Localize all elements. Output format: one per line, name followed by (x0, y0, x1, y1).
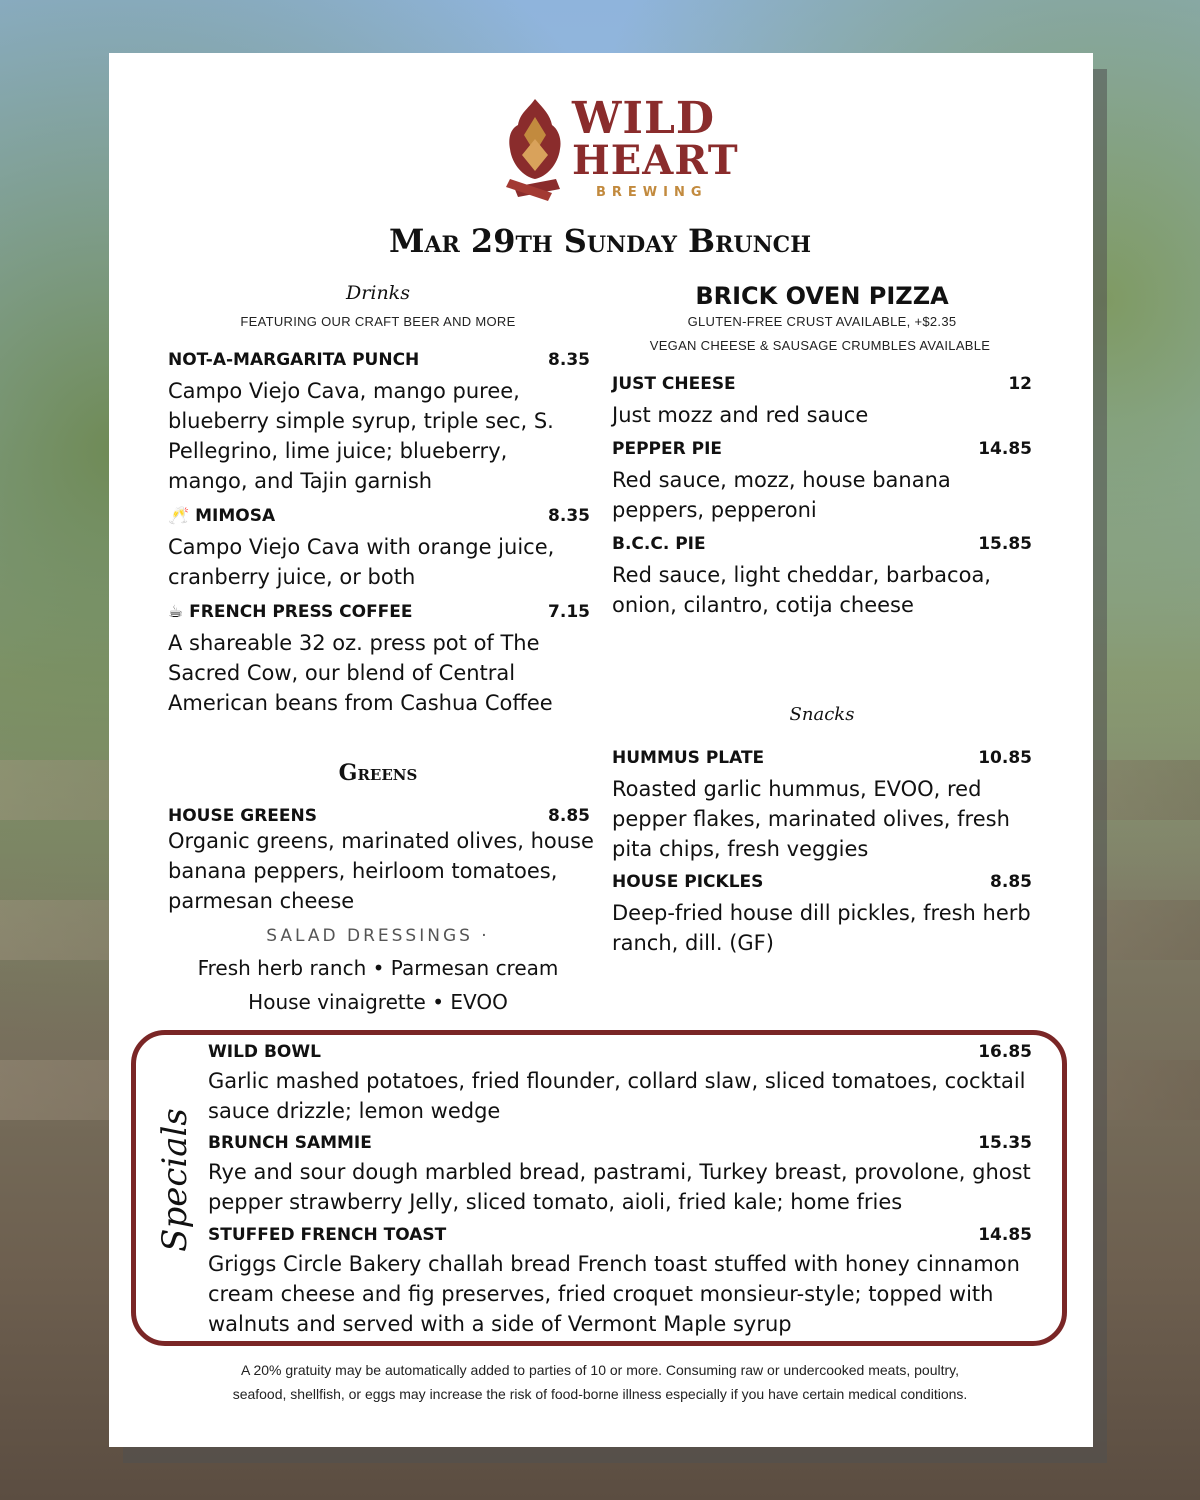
snack-item-name: HOUSE PICKLES (612, 872, 764, 892)
special-item-name: BRUNCH SAMMIE (208, 1133, 372, 1153)
special-item-description: Garlic mashed potatoes, fried flounder, collard slaw, sliced tomatoes, cocktail sauce drizzle; lemon wedge (208, 1069, 1026, 1123)
snack-item-name: HUMMUS PLATE (612, 748, 765, 768)
salad-dressings-line: Fresh herb ranch • Parmesan cream (197, 956, 559, 980)
salad-dressings-title: SALAD DRESSINGS · (266, 926, 490, 946)
snack-item-description: Deep-fried house dill pickles, fresh herb ranch, dill. (GF) (612, 901, 1031, 955)
brand-word-1: WILD (572, 93, 716, 144)
wild-heart-logo (500, 93, 739, 207)
drinks-subheading: FEATURING OUR CRAFT BEER AND MORE (240, 314, 516, 329)
drink-description: Campo Viejo Cava, mango puree, blueberry simple syrup, triple sec, S. Pellegrino, lime juice; blueberry, mango, and Tajin garnish (168, 379, 554, 493)
gratuity-disclaimer: A 20% gratuity may be automatically added to parties of 10 or more. Consuming raw or undercooked meats, poultry, seafood, shellfish, or eggs may increase the risk of food-borne illness especially if you have certain medical conditions. (232, 1362, 968, 1402)
specials-label: Specials (155, 1108, 195, 1252)
pizza-item-description: Just mozz and red sauce (612, 403, 869, 427)
drink-price: 8.35 (548, 506, 590, 526)
drink-name-row: ☕ FRENCH PRESS COFFEE (168, 602, 413, 622)
special-item-price: 14.85 (978, 1225, 1032, 1245)
brand-word-3: BREWING (596, 185, 708, 200)
greens-item-name: HOUSE GREENS (168, 806, 317, 826)
salad-dressings-line: House vinaigrette • EVOO (248, 990, 508, 1014)
drink-name: NOT-A-MARGARITA PUNCH (168, 350, 420, 370)
snack-item-price: 8.85 (990, 872, 1032, 892)
pizza-item-name: B.C.C. PIE (612, 534, 706, 554)
drink-name-row: 🥂 MIMOSA (168, 506, 276, 526)
drink-price: 7.15 (548, 602, 590, 622)
pizza-note: VEGAN CHEESE & SAUSAGE CRUMBLES AVAILABLE (649, 338, 991, 353)
greens-item-description: Organic greens, marinated olives, house banana peppers, heirloom tomatoes, parmesan cheese (168, 829, 594, 913)
pizza-item-price: 14.85 (978, 439, 1032, 459)
pizza-item-name: PEPPER PIE (612, 439, 723, 459)
special-item-description: Griggs Circle Bakery challah bread French toast stuffed with honey cinnamon cream cheese and fig preserves, fried croquet monsieur-style; topped with walnuts and served with a side of Vermont Maple syrup (208, 1252, 1020, 1336)
special-item-name: WILD BOWL (208, 1042, 321, 1062)
special-item-price: 15.35 (978, 1133, 1032, 1153)
special-item-name: STUFFED FRENCH TOAST (208, 1225, 447, 1245)
drink-price: 8.35 (548, 350, 590, 370)
greens-item-price: 8.85 (548, 806, 590, 826)
pizza-note: GLUTEN-FREE CRUST AVAILABLE, +$2.35 (687, 314, 957, 329)
snack-item-price: 10.85 (978, 748, 1032, 768)
drink-description: Campo Viejo Cava with orange juice, cranberry juice, or both (168, 535, 555, 589)
special-item-description: Rye and sour dough marbled bread, pastrami, Turkey breast, provolone, ghost pepper strawberry Jelly, sliced tomato, aioli, fried kale; home fries (208, 1160, 1031, 1214)
greens-heading: Greens (338, 760, 418, 786)
drink-description: A shareable 32 oz. press pot of The Sacred Cow, our blend of Central American beans from Cashua Coffee (168, 631, 553, 715)
hop-flame-icon (500, 95, 570, 207)
page-title: Mar 29th Sunday Brunch (389, 222, 811, 260)
pizza-item-price: 12 (1008, 374, 1032, 394)
brand-word-2: HEART (572, 137, 739, 184)
special-item-price: 16.85 (978, 1042, 1032, 1062)
coffee-cup-icon: ☕ (168, 602, 184, 622)
drinks-heading: Drinks (346, 282, 410, 304)
pizza-item-description: Red sauce, mozz, house banana peppers, pepperoni (612, 468, 951, 522)
snack-item-description: Roasted garlic hummus, EVOO, red pepper flakes, marinated olives, fresh pita chips, fresh veggies (612, 777, 1010, 861)
pizza-item-name: JUST CHEESE (612, 374, 736, 394)
champagne-glasses-icon: 🥂 (168, 506, 190, 526)
pizza-item-description: Red sauce, light cheddar, barbacoa, onion, cilantro, cotija cheese (612, 563, 991, 617)
pizza-heading: BRICK OVEN PIZZA (695, 282, 949, 310)
snacks-heading: Snacks (789, 704, 855, 725)
pizza-item-price: 15.85 (978, 534, 1032, 554)
